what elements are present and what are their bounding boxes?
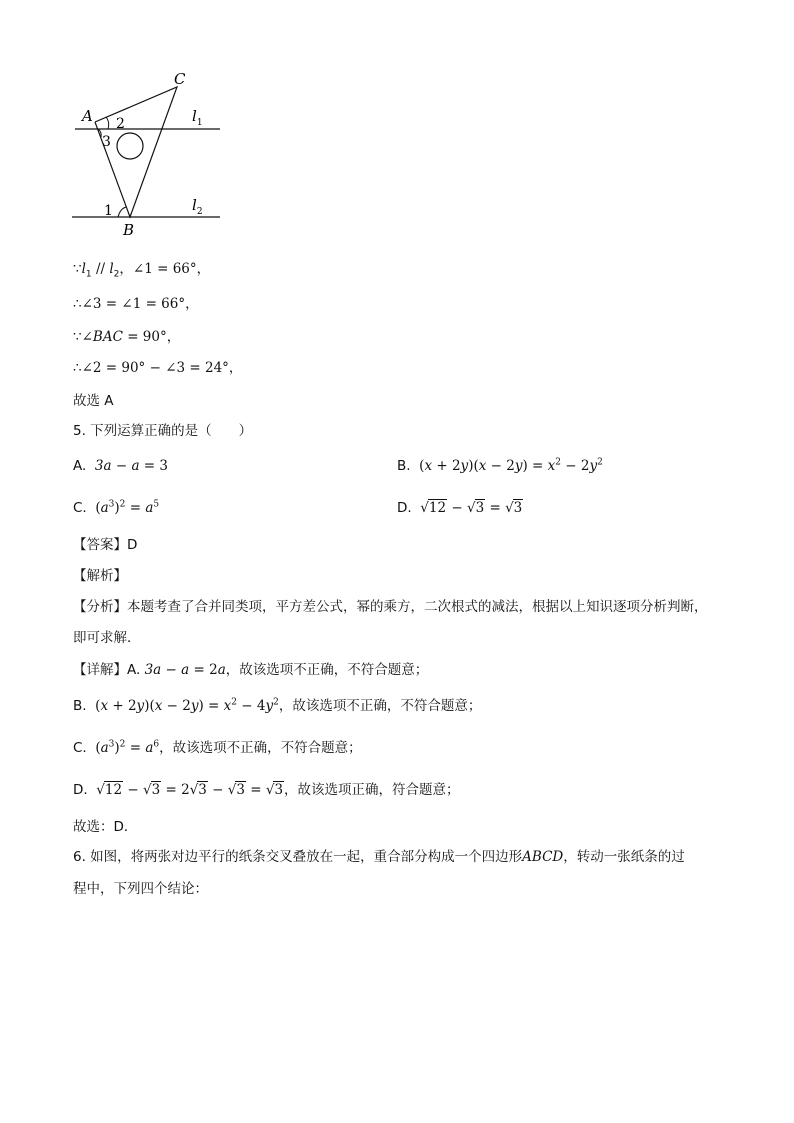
q5-option-c: C. $(a^3)^2 = a^5$ [73, 499, 160, 516]
q4-step-1: $\because l_1 // l_2$，∠1 = 66°， [73, 261, 211, 280]
label-l2: $l_2$ [192, 196, 203, 217]
q4-step-3: ∵∠BAC = 90°， [73, 329, 181, 345]
q4-step-2: ∴∠3 = ∠1 = 66°， [73, 296, 199, 312]
label-c: C [174, 70, 186, 88]
label-angle-2: 2 [116, 116, 125, 132]
triangle-parallel-lines-figure [60, 60, 240, 245]
q6-line-2: 程中，下列四个结论： [73, 881, 208, 897]
label-l1: $l_1$ [192, 107, 203, 128]
q6-line-1: 6. 如图，将两张对边平行的纸条交叉叠放在一起，重合部分构成一个四边形ABCD，转动一张纸条的过 [73, 849, 685, 865]
q5-detail-b: B. $(x + 2y)(x - 2y) = x^2 - 4y^2$，故该选项不正确，不符合题意； [73, 697, 482, 714]
q5-detail-c: C. $(a^3)^2 = a^6$，故该选项不正确，不符合题意； [73, 739, 362, 756]
q5-detail-a: 【详解】A. 3a − a = 2a，故该选项不正确，不符合题意； [73, 662, 429, 678]
q5-option-b: B. $(x + 2y)(x - 2y) = x^2 - 2y^2$ [397, 457, 603, 474]
angle-arc-2 [106, 117, 109, 129]
q4-conclusion: 故选 A [73, 393, 114, 409]
circle-shape [117, 133, 143, 159]
label-a: A [82, 107, 93, 125]
triangle-abc [95, 87, 177, 217]
angle-arc-1 [118, 207, 126, 217]
q5-detail-d: D. √12 − √3 = 2√3 − √3 = √3，故该选项正确，符合题意； [73, 782, 460, 798]
q5-option-a: A. 3a − a = 3 [73, 458, 168, 474]
label-angle-3: 3 [102, 134, 111, 150]
label-b: B [123, 221, 135, 239]
q5-final: 故选：D． [73, 819, 138, 835]
q5-answer: 【答案】D [73, 537, 138, 553]
label-angle-1: 1 [104, 203, 113, 219]
q5-analysis-tag: 【解析】 [73, 568, 127, 584]
q5-analysis-line-2: 即可求解． [73, 630, 141, 646]
q5-stem: 5. 下列运算正确的是（ ） [73, 423, 253, 439]
q5-option-d: D. √12 − √3 = √3 [397, 500, 523, 516]
q5-analysis-line-1: 【分析】本题考查了合并同类项，平方差公式，幂的乘方，二次根式的减法，根据以上知识逐项分析判断， [73, 599, 708, 615]
q4-step-4: ∴∠2 = 90° − ∠3 = 24°， [73, 360, 243, 376]
